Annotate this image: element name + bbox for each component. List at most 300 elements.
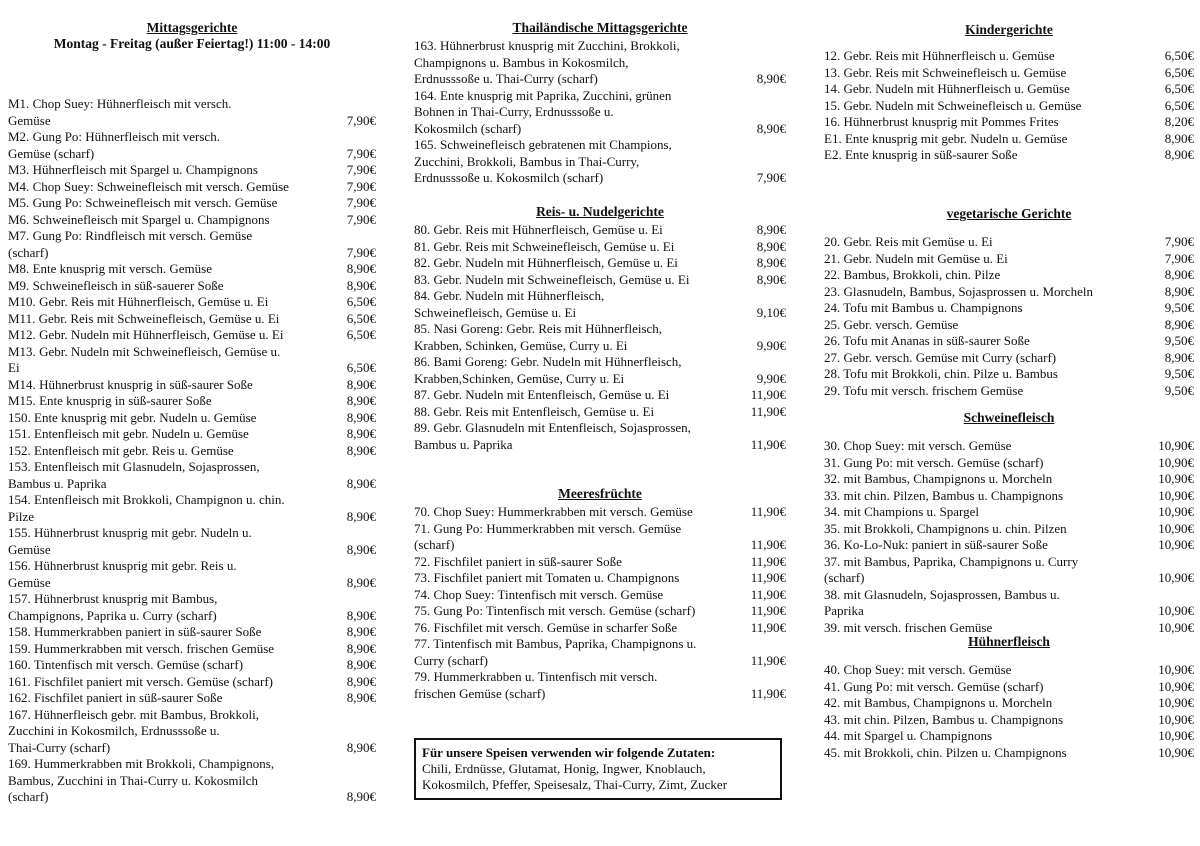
menu-item-price: 6,50€ xyxy=(1164,48,1194,63)
menu-item xyxy=(414,354,786,387)
menu-item xyxy=(8,195,376,212)
menu-item-number: E1. xyxy=(824,130,842,146)
menu-item-text xyxy=(824,366,1165,383)
menu-item-description: Gebr. Nudeln mit Hühnerfleisch, Gemüse u. Ei xyxy=(433,255,678,270)
menu-item-price: 6,50€ xyxy=(1164,64,1194,80)
menu-item-text xyxy=(824,554,1158,587)
menu-item-list xyxy=(824,234,1194,399)
menu-item-description: Gebr. versch. Gemüse mit Curry (scharf) xyxy=(843,349,1057,365)
menu-item xyxy=(824,471,1194,488)
menu-item-number: 72. xyxy=(414,553,431,569)
menu-item-text xyxy=(824,712,1158,729)
menu-item-number: 79. xyxy=(414,669,431,684)
menu-item-text xyxy=(824,234,1165,251)
menu-item xyxy=(824,587,1194,620)
menu-item-description: Tofu mit Ananas in süß-saurer Soße xyxy=(843,333,1030,348)
menu-item-number: M1. xyxy=(8,96,30,111)
ingredients-heading: Für unsere Speisen verwenden wir folgende Zutaten: xyxy=(422,745,716,760)
menu-item-number: 44. xyxy=(824,728,841,743)
menu-item-description: Hühnerbrust knusprig in süß-saurer Soße xyxy=(39,376,253,392)
menu-item-text xyxy=(824,488,1158,505)
menu-item-text xyxy=(8,311,347,328)
menu-item-text xyxy=(824,587,1158,620)
menu-item-description: Fischfilet paniert mit Tomaten u. Champignons xyxy=(433,570,680,585)
menu-item-price: 10,90€ xyxy=(1158,487,1194,503)
menu-item-number: 87. xyxy=(414,387,431,402)
menu-item-number: 162. xyxy=(8,690,31,705)
menu-item-text xyxy=(8,624,347,641)
menu-item-number: 28. xyxy=(824,366,841,381)
menu-item-text xyxy=(8,195,347,212)
menu-item-price: 8,90€ xyxy=(346,673,376,689)
menu-item-text xyxy=(824,679,1158,696)
menu-item xyxy=(824,438,1194,455)
menu-item-number: 160. xyxy=(8,657,31,672)
menu-item-text xyxy=(824,131,1165,148)
menu-item-description: Hummerkrabben paniert in süß-saurer Soße xyxy=(34,624,262,639)
menu-item-number: M9. xyxy=(8,277,30,293)
menu-item-text xyxy=(824,81,1165,98)
menu-item-number: 84. xyxy=(414,288,431,303)
menu-item-description: Entenfleisch mit gebr. Nudeln u. Gemüse xyxy=(34,426,249,441)
menu-item-price: 8,90€ xyxy=(346,640,376,656)
menu-item-description: Ko-Lo-Nuk: paniert in süß-saurer Soße xyxy=(843,537,1048,552)
menu-item xyxy=(824,554,1194,587)
menu-item-text xyxy=(824,284,1165,301)
menu-item-number: 13. xyxy=(824,64,841,80)
menu-item xyxy=(8,294,376,311)
menu-item-number: 15. xyxy=(824,97,841,113)
menu-item-description: Ente knusprig mit Paprika, Zucchini, grünen Bohnen in Thai-Curry, Erdnusssoße u. Kokosmilch (scharf) xyxy=(414,87,672,136)
menu-item-number: 37. xyxy=(824,553,841,569)
menu-item-number: 14. xyxy=(824,81,841,96)
menu-item-description: Gung Po: mit versch. Gemüse (scharf) xyxy=(843,454,1044,470)
menu-item xyxy=(8,311,376,328)
menu-item xyxy=(824,712,1194,729)
menu-item-text xyxy=(8,459,347,492)
menu-item-text xyxy=(414,88,757,138)
menu-item-text xyxy=(8,377,347,394)
menu-item xyxy=(8,756,376,806)
menu-item-number: 154. xyxy=(8,492,31,507)
menu-item-text xyxy=(824,267,1165,284)
menu-item xyxy=(414,554,786,571)
ingredients-box xyxy=(414,738,782,800)
menu-item-number: 150. xyxy=(8,409,31,425)
menu-item xyxy=(8,492,376,525)
menu-item-price: 7,90€ xyxy=(346,195,376,210)
menu-item-description: Gebr. versch. Gemüse xyxy=(843,316,959,332)
menu-item-price: 8,90€ xyxy=(346,789,376,804)
menu-item xyxy=(414,387,786,404)
menu-item-number: 75. xyxy=(414,603,431,618)
menu-item-price: 8,90€ xyxy=(346,376,376,392)
menu-item-description: Hühnerfleisch gebr. mit Bambus, Brokkoli, Zucchini in Kokosmilch, Erdnusssoße u. Thai-Curry (scharf) xyxy=(8,706,259,755)
menu-item-text xyxy=(8,294,347,311)
menu-item xyxy=(8,525,376,558)
menu-item-text xyxy=(414,620,751,637)
menu-item xyxy=(8,212,376,229)
menu-item-description: mit Bambus, Paprika, Champignons u. Curry (scharf) xyxy=(824,553,1079,585)
menu-section xyxy=(824,410,1194,636)
menu-item-description: mit Bambus, Champignons u. Morcheln xyxy=(843,471,1053,486)
menu-item-text xyxy=(414,669,751,702)
menu-item-number: 29. xyxy=(824,382,841,398)
menu-item-number: 24. xyxy=(824,300,841,315)
menu-item-description: mit Glasnudeln, Sojasprossen, Bambus u. Paprika xyxy=(824,586,1060,618)
ingredients-line-1: Chili, Erdnüsse, Glutamat, Honig, Ingwer, Knoblauch, xyxy=(422,761,706,776)
menu-item-text xyxy=(824,521,1158,538)
menu-item-text xyxy=(414,272,757,289)
menu-item-description: Hühnerbrust knusprig mit Bambus, Champignons, Paprika u. Curry (scharf) xyxy=(8,591,218,623)
menu-item-price: 8,90€ xyxy=(346,277,376,293)
menu-item-text xyxy=(8,96,347,129)
menu-item-price: 10,90€ xyxy=(1158,537,1194,552)
menu-item-text xyxy=(8,261,347,278)
menu-item-text xyxy=(824,383,1165,400)
section-title: Thailändische Mittagsgerichte xyxy=(512,20,688,35)
menu-item-number: 82. xyxy=(414,255,431,270)
menu-item-description: Fischfilet paniert mit versch. Gemüse (scharf) xyxy=(34,673,273,689)
menu-item-description: Gebr. Nudeln mit Gemüse u. Ei xyxy=(843,250,1008,266)
menu-item xyxy=(8,591,376,624)
menu-item-number: 77. xyxy=(414,636,431,651)
menu-item-description: Gebr. Reis mit Schweinefleisch, Gemüse u. Ei xyxy=(433,238,675,254)
menu-item-text xyxy=(414,387,751,404)
menu-item xyxy=(824,662,1194,679)
menu-item-price: 11,90€ xyxy=(750,387,786,402)
menu-item-text xyxy=(8,690,347,707)
menu-item-price: 11,90€ xyxy=(750,619,786,635)
menu-item-price: 8,90€ xyxy=(346,690,376,705)
menu-item-price: 11,90€ xyxy=(750,586,786,602)
menu-item-number: 76. xyxy=(414,619,431,635)
menu-item xyxy=(8,641,376,658)
menu-item-description: Gebr. Reis mit Gemüse u. Ei xyxy=(843,234,993,249)
menu-item xyxy=(824,147,1194,164)
menu-item xyxy=(414,420,786,453)
menu-item-number: M4. xyxy=(8,178,30,194)
menu-item xyxy=(8,393,376,410)
menu-item-price: 10,90€ xyxy=(1158,711,1194,727)
menu-item xyxy=(824,131,1194,148)
menu-item-number: M5. xyxy=(8,195,30,210)
menu-item-text xyxy=(8,525,347,558)
menu-item-number: 161. xyxy=(8,673,31,689)
menu-section xyxy=(414,204,786,453)
menu-item-number: 71. xyxy=(414,520,431,536)
menu-item-number: M12. xyxy=(8,327,36,342)
menu-item-text xyxy=(824,48,1165,65)
menu-item-text xyxy=(824,300,1165,317)
menu-item-description: Gebr. Nudeln mit Schweinefleisch, Gemüse u. Ei xyxy=(433,271,690,287)
menu-item-price: 8,90€ xyxy=(1164,130,1194,146)
menu-item-number: 70. xyxy=(414,504,431,519)
menu-item-description: Gebr. Reis mit Hühnerfleisch u. Gemüse xyxy=(843,48,1055,63)
menu-item xyxy=(8,129,376,162)
menu-item xyxy=(8,278,376,295)
menu-item-number: 23. xyxy=(824,283,841,299)
menu-item-price: 10,90€ xyxy=(1158,662,1194,677)
menu-item-text xyxy=(8,641,347,658)
menu-item xyxy=(414,404,786,421)
menu-item-price: 10,90€ xyxy=(1158,728,1194,743)
menu-item-price: 10,90€ xyxy=(1158,471,1194,486)
menu-item-price: 10,90€ xyxy=(1158,744,1194,760)
menu-item-text xyxy=(824,537,1158,554)
menu-item-description: Nasi Goreng: Gebr. Reis mit Hühnerfleisch, Krabben, Schinken, Gemüse, Curry u. Ei xyxy=(414,321,663,353)
menu-item xyxy=(8,228,376,261)
menu-item-number: 165. xyxy=(414,137,437,152)
menu-item-price: 11,90€ xyxy=(750,685,786,701)
menu-item-text xyxy=(8,426,347,443)
menu-item-number: 151. xyxy=(8,426,31,441)
menu-item-number: 86. xyxy=(414,354,431,369)
menu-item-text xyxy=(414,222,757,239)
menu-item-description: Entenfleisch mit gebr. Reis u. Gemüse xyxy=(34,442,234,458)
menu-item-text xyxy=(824,350,1165,367)
menu-item-text xyxy=(8,657,347,674)
menu-item-price: 8,90€ xyxy=(756,255,786,270)
menu-item xyxy=(8,344,376,377)
menu-item-description: Chop Suey: Hühnerfleisch mit versch. Gemüse xyxy=(8,96,232,128)
menu-item-text xyxy=(414,137,757,187)
menu-item-price: 8,90€ xyxy=(346,624,376,639)
menu-item xyxy=(824,48,1194,65)
menu-item-text xyxy=(8,707,347,757)
menu-item-price: 11,90€ xyxy=(750,537,786,552)
menu-item-price: 7,90€ xyxy=(346,211,376,227)
menu-item-number: 157. xyxy=(8,591,31,606)
menu-item-number: 85. xyxy=(414,321,431,336)
menu-section xyxy=(824,206,1194,399)
menu-item-price: 11,90€ xyxy=(750,436,786,452)
menu-item-number: 83. xyxy=(414,271,431,287)
menu-item-number: M6. xyxy=(8,211,30,227)
menu-item-list xyxy=(824,662,1194,761)
menu-item-number: 16. xyxy=(824,114,841,129)
menu-item xyxy=(414,239,786,256)
menu-item-description: mit Brokkoli, chin. Pilzen u. Champignons xyxy=(843,744,1067,760)
menu-item-text xyxy=(8,558,347,591)
menu-item-price: 9,50€ xyxy=(1164,300,1194,315)
menu-item-number: 36. xyxy=(824,537,841,552)
menu-item xyxy=(824,350,1194,367)
menu-item-price: 7,90€ xyxy=(346,162,376,177)
menu-item-description: Bami Goreng: Gebr. Nudeln mit Hühnerfleisch, Krabben,Schinken, Gemüse, Curry u. Ei xyxy=(414,354,682,386)
menu-item-text xyxy=(824,471,1158,488)
menu-item-price: 8,90€ xyxy=(346,739,376,755)
menu-item-description: Gebr. Reis mit Schweinefleisch, Gemüse u. Ei xyxy=(38,310,280,326)
menu-item xyxy=(8,96,376,129)
ingredients-line-2: Kokosmilch, Pfeffer, Speisesalz, Thai-Curry, Zimt, Zucker xyxy=(422,777,728,792)
menu-item xyxy=(414,38,786,88)
menu-item-list xyxy=(824,438,1194,636)
menu-item xyxy=(824,488,1194,505)
menu-item-price: 11,90€ xyxy=(750,652,786,668)
section-title: Mittagsgerichte xyxy=(146,20,238,35)
menu-item-price: 10,90€ xyxy=(1158,678,1194,694)
menu-section xyxy=(414,486,786,702)
menu-item-description: Hühnerbrust knusprig mit Zucchini, Brokkoli, Champignons u. Bambus in Kokosmilch, Erdnusssoße u. Thai-Curry (scharf) xyxy=(414,38,680,86)
menu-item-price: 11,90€ xyxy=(750,553,786,569)
menu-item xyxy=(414,603,786,620)
menu-item-list xyxy=(414,504,786,702)
menu-item-description: Ente knusprig in süß-saurer Soße xyxy=(39,393,212,408)
menu-item xyxy=(414,88,786,138)
menu-item-description: Gung Po: Hummerkrabben mit versch. Gemüse (scharf) xyxy=(414,520,682,552)
menu-item-text xyxy=(8,129,347,162)
menu-item-number: M3. xyxy=(8,162,30,177)
menu-item-description: Schweinefleisch mit Spargel u. Champignons xyxy=(32,211,270,227)
menu-item-text xyxy=(8,162,347,179)
menu-item-price: 6,50€ xyxy=(346,327,376,342)
menu-item-description: Chop Suey: mit versch. Gemüse xyxy=(843,662,1012,677)
menu-item-text xyxy=(8,393,347,410)
menu-item xyxy=(8,410,376,427)
menu-item-price: 8,90€ xyxy=(346,475,376,491)
menu-item-price: 8,90€ xyxy=(1164,316,1194,332)
menu-item-price: 7,90€ xyxy=(346,145,376,161)
menu-item-number: 167. xyxy=(8,706,31,722)
menu-item-description: Chop Suey: Schweinefleisch mit versch. Gemüse xyxy=(32,178,289,194)
section-title: Meeresfrüchte xyxy=(558,486,642,501)
menu-item xyxy=(824,65,1194,82)
menu-item xyxy=(824,504,1194,521)
menu-item-number: 159. xyxy=(8,640,31,656)
menu-item-text xyxy=(824,438,1158,455)
menu-item-number: 34. xyxy=(824,504,841,519)
menu-item-number: 33. xyxy=(824,487,841,503)
menu-item-price: 10,90€ xyxy=(1158,570,1194,585)
menu-item-description: Gebr. Reis mit Entenfleisch, Gemüse u. Ei xyxy=(433,403,655,419)
menu-item-number: M14. xyxy=(8,376,36,392)
menu-item-price: 8,90€ xyxy=(1164,283,1194,299)
menu-item-price: 7,90€ xyxy=(346,112,376,128)
section-title: Reis- u. Nudelgerichte xyxy=(536,204,664,219)
menu-item-text xyxy=(8,674,347,691)
menu-item xyxy=(8,327,376,344)
menu-item-text xyxy=(414,38,757,88)
menu-item-text xyxy=(824,695,1158,712)
menu-item-price: 8,90€ xyxy=(346,261,376,276)
menu-item xyxy=(824,333,1194,350)
menu-item-number: 74. xyxy=(414,586,431,602)
menu-item-number: 152. xyxy=(8,442,31,458)
menu-item xyxy=(824,679,1194,696)
menu-item-text xyxy=(8,756,347,806)
menu-item-price: 8,90€ xyxy=(346,393,376,408)
menu-item-price: 8,90€ xyxy=(756,71,786,86)
menu-item xyxy=(414,620,786,637)
menu-item-number: 27. xyxy=(824,349,841,365)
menu-item-text xyxy=(8,591,347,624)
menu-item xyxy=(8,690,376,707)
menu-item xyxy=(824,98,1194,115)
menu-item-description: Gebr. Nudeln mit Hühnerfleisch, Gemüse u. Ei xyxy=(39,327,284,342)
menu-item xyxy=(824,455,1194,472)
menu-item-price: 10,90€ xyxy=(1158,520,1194,536)
menu-item-text xyxy=(414,603,751,620)
menu-item xyxy=(8,674,376,691)
menu-item-description: Hühnerbrust knusprig mit Pommes Frites xyxy=(843,114,1059,129)
menu-item-price: 8,90€ xyxy=(346,426,376,441)
menu-section xyxy=(824,634,1194,761)
menu-item xyxy=(414,255,786,272)
menu-item-text xyxy=(414,321,757,354)
menu-item-description: Gung Po: Schweinefleisch mit versch. Gemüse xyxy=(32,195,278,210)
menu-item-text xyxy=(824,662,1158,679)
menu-item-text xyxy=(8,492,347,525)
menu-item-text xyxy=(824,65,1165,82)
menu-item-list xyxy=(824,48,1194,164)
menu-item-price: 9,50€ xyxy=(1164,366,1194,381)
menu-item-description: Hühnerbrust knusprig mit gebr. Nudeln u. Gemüse xyxy=(8,525,252,557)
menu-item-number: 43. xyxy=(824,711,841,727)
menu-item-description: Hummerkrabben mit Brokkoli, Champignons, Bambus, Zucchini in Thai-Curry u. Kokosmilch (scharf) xyxy=(8,756,275,804)
menu-item-description: Gebr. Nudeln mit Hühnerfleisch u. Gemüse xyxy=(843,81,1070,96)
menu-item-text xyxy=(414,288,757,321)
menu-item-number: 153. xyxy=(8,459,31,474)
menu-item-price: 7,90€ xyxy=(756,170,786,185)
menu-item-description: Gebr. Reis mit Hühnerfleisch, Gemüse u. Ei xyxy=(39,294,269,309)
menu-item-description: Gung Po: Hühnerfleisch mit versch. Gemüse (scharf) xyxy=(8,129,220,161)
menu-item xyxy=(414,587,786,604)
menu-item-text xyxy=(824,728,1158,745)
menu-item-description: Schweinefleisch gebratenen mit Champions, Zucchini, Brokkoli, Bambus in Thai-Curry, Erdnusssoße u. Kokosmilch (scharf) xyxy=(414,137,672,185)
section-title: Kindergerichte xyxy=(965,22,1053,37)
menu-item-text xyxy=(824,333,1165,350)
menu-item-number: M7. xyxy=(8,228,30,243)
menu-item-description: Entenfleisch mit Brokkoli, Champignon u. chin. Pilze xyxy=(8,492,285,524)
menu-item xyxy=(8,657,376,674)
menu-item-description: Chop Suey: Hummerkrabben mit versch. Gemüse xyxy=(433,504,693,519)
menu-item-price: 10,90€ xyxy=(1158,603,1194,618)
menu-item xyxy=(414,636,786,669)
menu-item-list xyxy=(414,222,786,453)
menu-item-number: M10. xyxy=(8,294,36,309)
menu-item-number: M8. xyxy=(8,261,30,276)
menu-item-number: 73. xyxy=(414,570,431,585)
menu-item-price: 10,90€ xyxy=(1158,695,1194,710)
menu-item-description: Glasnudeln, Bambus, Sojasprossen u. Morcheln xyxy=(843,283,1094,299)
menu-item-description: Tofu mit Brokkoli, chin. Pilze u. Bambus xyxy=(843,366,1058,381)
menu-item-text xyxy=(8,443,347,460)
menu-item-description: Tintenfisch mit versch. Gemüse (scharf) xyxy=(33,657,244,672)
menu-item-price: 10,90€ xyxy=(1158,504,1194,519)
menu-item-price: 11,90€ xyxy=(750,403,786,419)
menu-item-text xyxy=(8,410,347,427)
menu-item-price: 9,10€ xyxy=(756,304,786,320)
menu-item xyxy=(414,288,786,321)
menu-section xyxy=(824,22,1194,164)
menu-item-price: 9,90€ xyxy=(756,370,786,386)
menu-item-number: M13. xyxy=(8,343,36,359)
menu-item-price: 9,50€ xyxy=(1164,333,1194,348)
menu-item-list xyxy=(414,38,786,187)
menu-item xyxy=(824,234,1194,251)
menu-item xyxy=(8,443,376,460)
menu-item-number: 164. xyxy=(414,87,437,103)
menu-item-number: 38. xyxy=(824,586,841,602)
menu-item-number: 156. xyxy=(8,558,31,573)
menu-section xyxy=(8,20,376,806)
menu-item xyxy=(414,504,786,521)
menu-item-text xyxy=(824,455,1158,472)
menu-item-price: 8,90€ xyxy=(1164,267,1194,282)
menu-item-description: Hummerkrabben u. Tintenfisch mit versch. frischen Gemüse (scharf) xyxy=(414,669,658,701)
menu-item xyxy=(8,459,376,492)
